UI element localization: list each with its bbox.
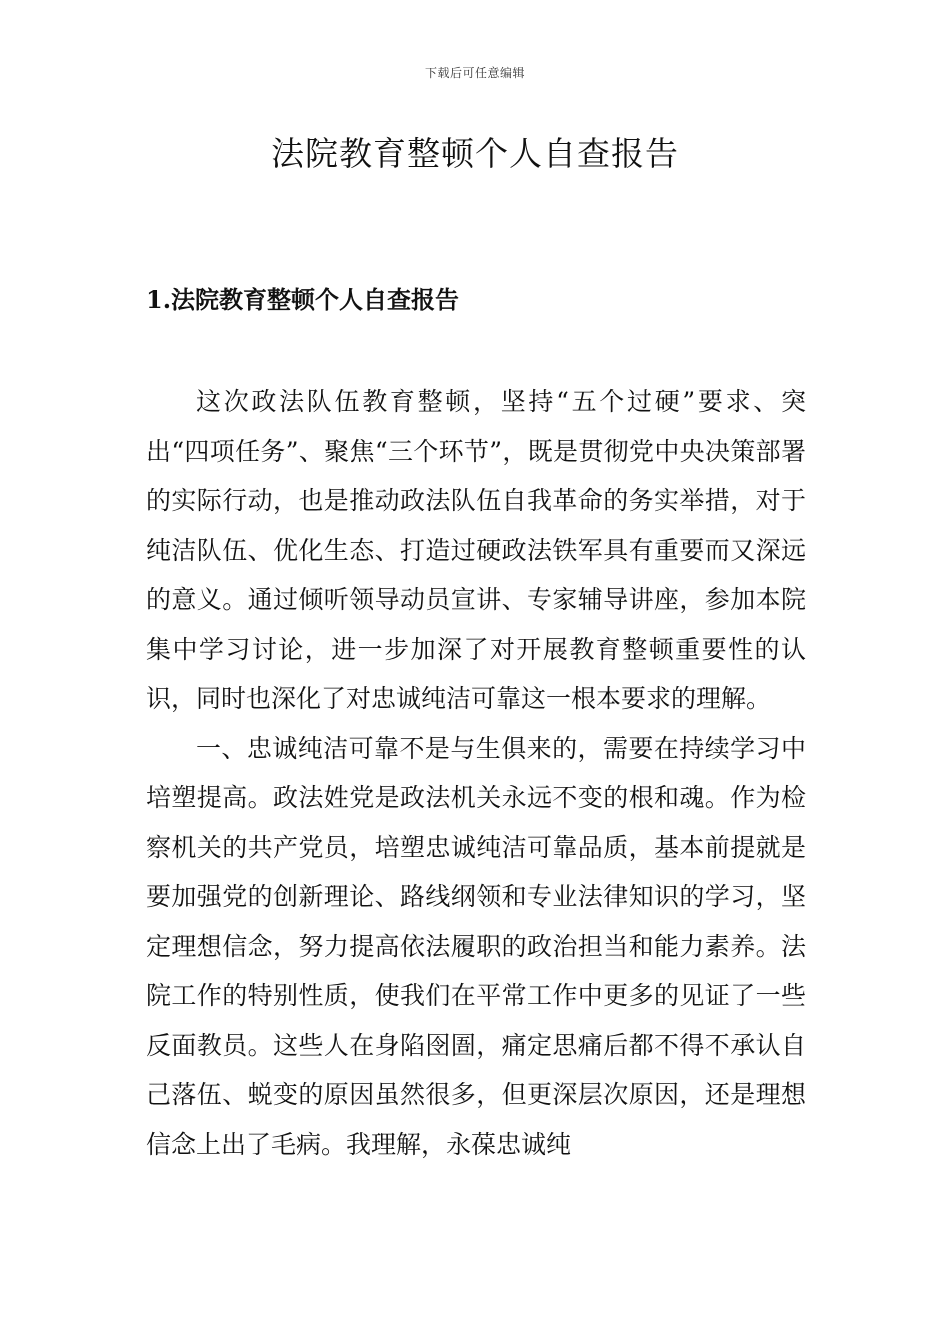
header-note: 下载后可任意编辑 (424, 66, 525, 80)
paragraph-point-one: 一、忠诚纯洁可靠不是与生俱来的，需要在持续学习中培塑提高。政法姓党是政法机关永远不变的根和魂。作为检察机关的共产党员，培塑忠诚纯洁可靠品质，基本前提就是要加强党的创新理论、路线纲领和专业法律知识的学习，坚定理想信念，努力提高依法履职的政治担当和能力素养。法院工作的特别性质，使我们在平常工作中更多的见证了一些反面教员。这些人在身陷囹圄，痛定思痛后都不得不承认自己落伍、蜕变的原因虽然很多，但更深层次原因，还是理想信念上出了毛病。我理解，永葆忠诚纯 (146, 733, 806, 1159)
section-heading: 1.法院教育整顿个人自查报告 (146, 285, 460, 314)
body-text (146, 377, 806, 1169)
document-title: 法院教育整顿个人自查报告 (271, 134, 679, 173)
paragraph-intro: 这次政法队伍教育整顿，坚持“五个过硬”要求、突出“四项任务”、聚焦“三个环节”，既是贯彻党中央决策部署的实际行动，也是推动政法队伍自我革命的务实举措，对于纯洁队伍、优化生态、打造过硬政法铁军具有重要而又深远的意义。通过倾听领导动员宣讲、专家辅导讲座，参加本院集中学习讨论，进一步加深了对开展教育整顿重要性的认识，同时也深化了对忠诚纯洁可靠这一根本要求的理解。 (146, 387, 806, 713)
